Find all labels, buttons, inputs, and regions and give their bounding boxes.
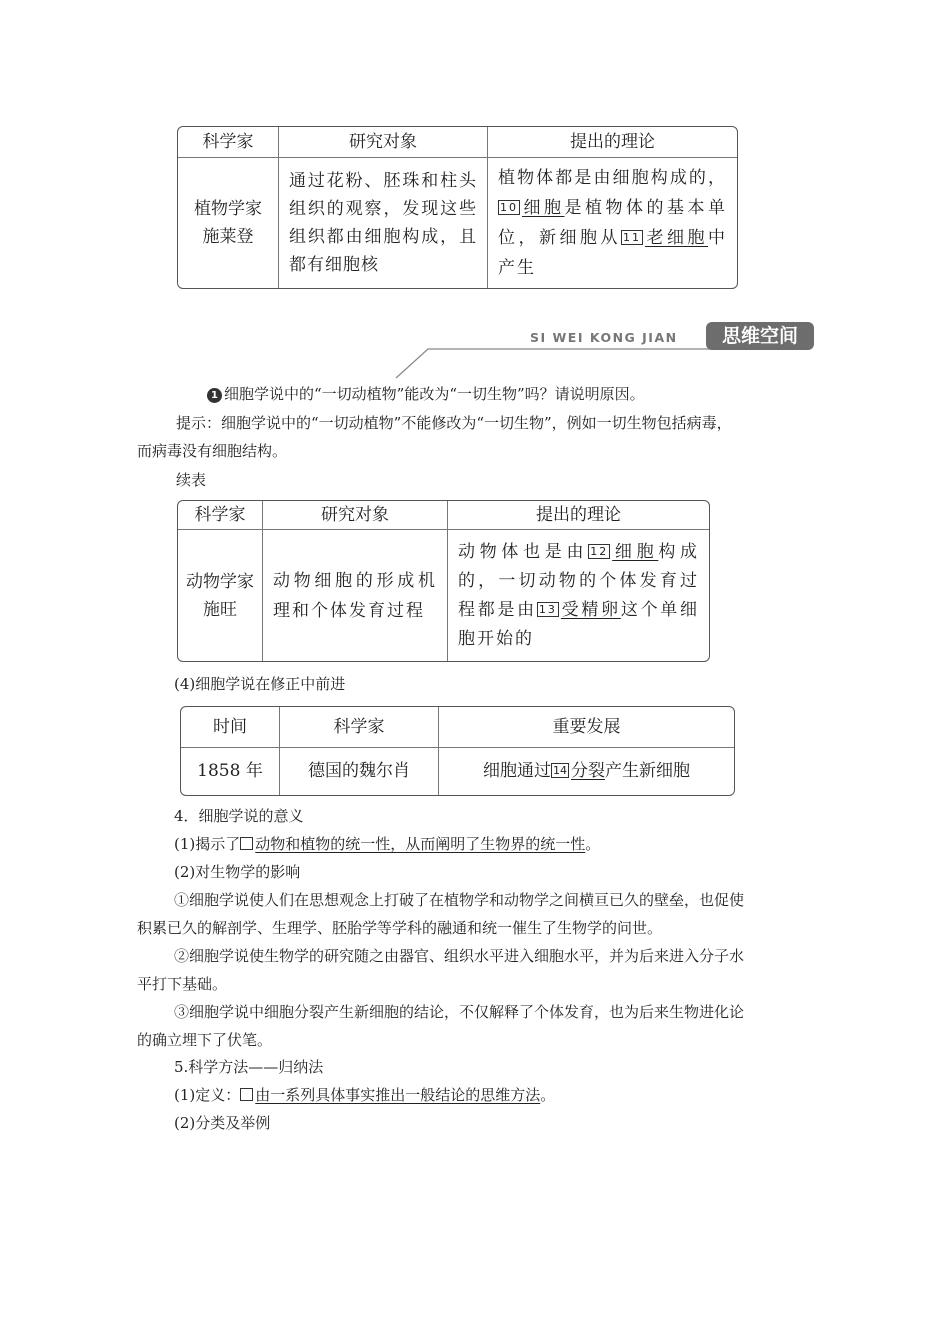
- answer-blank: 受精卵: [560, 599, 621, 620]
- header-scientist: 科学家: [178, 501, 263, 530]
- blank-number: 11: [623, 230, 641, 244]
- meaning-1: [174, 830, 600, 858]
- development-text: 细胞通过: [483, 761, 551, 782]
- theory-cell: [448, 530, 710, 662]
- header-subject: 研究对象: [263, 501, 448, 530]
- time-cell: 1858 年: [181, 747, 280, 795]
- subject-cell: 动物细胞的形成机理和个体发育过程: [263, 530, 448, 662]
- subject-cell: 通过花粉、胚珠和柱头组织的观察，发现这些组织都由细胞构成，且都有细胞核: [279, 157, 488, 288]
- paragraph-2-line-1: ②细胞学说使生物学的研究随之由器官、组织水平进入细胞水平，并为后来进入分子水: [174, 947, 745, 965]
- theory-cell: [488, 157, 738, 288]
- header-time: 时间: [181, 707, 280, 747]
- paragraph-2-line-2: 平打下基础。: [137, 975, 228, 993]
- paragraph-3-line-2: 的确立埋下了伏笔。: [137, 1031, 273, 1049]
- banner-title: 思维空间: [706, 322, 814, 350]
- blank-number: 13: [538, 602, 557, 616]
- section-5-title: 5.科学方法——归纳法: [174, 1058, 324, 1076]
- scientist-name: 施旺: [203, 599, 237, 620]
- definition-answer: 由一系列具体事实推出一般结论的思维方法: [255, 1086, 541, 1104]
- blank-number: 12: [590, 544, 609, 558]
- classification: (2)分类及举例: [174, 1114, 271, 1132]
- theory-text: 构成的，一切动物的个体发育过程都是由: [458, 541, 700, 620]
- definition-prefix: (1)定义：: [174, 1086, 241, 1104]
- meaning-1-suffix: 。: [585, 835, 601, 853]
- blank-number: 14: [553, 764, 567, 778]
- header-scientist: 科学家: [178, 127, 279, 157]
- section-4-subtitle: (4)细胞学说在修正中前进: [174, 675, 346, 693]
- definition: [174, 1081, 555, 1109]
- meaning-2: (2)对生物学的影响: [174, 863, 301, 881]
- answer-blank: 老细胞: [645, 227, 708, 248]
- answer-blank: 分裂: [571, 761, 605, 782]
- banner-pinyin: SI WEI KONG JIAN: [530, 330, 678, 345]
- table-virchow: [180, 706, 735, 796]
- theory-text: 植物体都是由细胞构成的，: [498, 167, 727, 188]
- answer-box-icon: [240, 837, 253, 850]
- theory-text: 中产生: [498, 227, 727, 278]
- scientist-role: 植物学家: [194, 198, 262, 219]
- development-cell: [439, 747, 735, 795]
- scientist-cell: [178, 530, 263, 662]
- development-text: 产生新细胞: [605, 761, 690, 782]
- paragraph-3-line-1: ③细胞学说中细胞分裂产生新细胞的结论，不仅解释了个体发育，也为后来生物进化论: [174, 1003, 745, 1021]
- definition-suffix: 。: [540, 1086, 556, 1104]
- theory-text: 这个单细胞开始的: [458, 599, 700, 649]
- header-theory: 提出的理论: [488, 127, 738, 157]
- paragraph-1-line-2: 积累已久的解剖学、生理学、胚胎学等学科的融通和统一催生了生物学的问世。: [137, 919, 663, 937]
- scientist-cell: 德国的魏尔肖: [280, 747, 439, 795]
- answer-blank: 细胞: [522, 197, 565, 218]
- scientist-cell: [178, 157, 279, 288]
- header-development: 重要发展: [439, 707, 735, 747]
- continued-label: 续表: [176, 471, 207, 489]
- blank-number: 10: [500, 200, 518, 214]
- hint-line-1: 提示：细胞学说中的“一切动植物”不能修改为“一切生物”，例如一切生物包括病毒，: [176, 414, 732, 432]
- answer-box-icon: [240, 1088, 253, 1101]
- section-4-title: 4．细胞学说的意义: [174, 807, 304, 825]
- header-theory: 提出的理论: [448, 501, 710, 530]
- meaning-1-answer: 动物和植物的统一性，从而阐明了生物界的统一性: [255, 835, 586, 853]
- scientist-name: 施莱登: [202, 226, 254, 247]
- meaning-1-prefix: (1)揭示了: [174, 835, 241, 853]
- table-animal-scientist: [177, 500, 710, 662]
- paragraph-1-line-1: ①细胞学说使人们在思想观念上打破了在植物学和动物学之间横亘已久的壁垒，也促使: [174, 891, 745, 909]
- banner-line: [390, 340, 720, 380]
- header-scientist: 科学家: [280, 707, 439, 747]
- answer-blank: 细胞: [612, 541, 659, 562]
- table-plant-scientist: [177, 126, 738, 289]
- question: [207, 380, 645, 408]
- header-subject: 研究对象: [279, 127, 488, 157]
- theory-text: 动物体也是由: [458, 541, 589, 562]
- theory-text: 是植物体的基本单位，新细胞从: [498, 197, 727, 248]
- hint-line-2: 而病毒没有细胞结构。: [137, 442, 288, 460]
- scientist-role: 动物学家: [186, 571, 254, 592]
- question-marker-icon: 1: [207, 388, 222, 403]
- question-text: 细胞学说中的“一切动植物”能改为“一切生物”吗？请说明原因。: [224, 385, 645, 403]
